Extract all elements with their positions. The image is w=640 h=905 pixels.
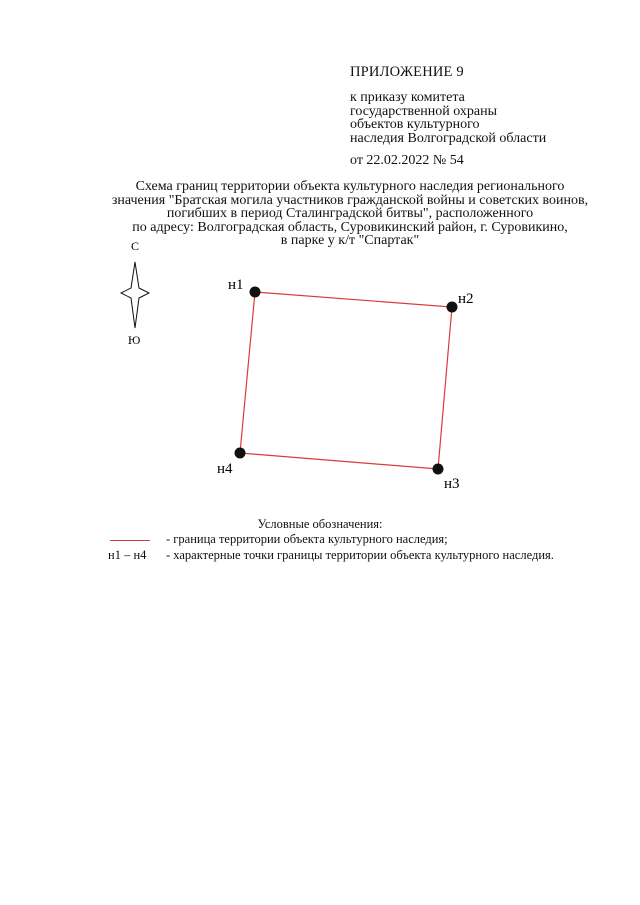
legend-title: Условные обозначения: [257,517,383,531]
boundary-point-n4 [235,448,246,459]
order-line: объектов культурного [350,117,480,132]
point-label-n2: н2 [458,291,474,307]
order-line: к приказу комитета [350,90,465,105]
point-label-n1: н1 [228,277,244,293]
territory-boundary [240,292,452,469]
legend-text: - характерные точки границы территории объекта культурного наследия. [166,548,554,562]
legend-text: - граница территории объекта культурного наследия; [166,532,448,546]
boundary-point-n3 [433,464,444,475]
legend-item-boundary [108,532,448,547]
boundary-point-n1 [250,287,261,298]
compass-south-label: Ю [128,333,141,347]
legend-item-points [108,548,554,563]
order-date: от 22.02.2022 № 54 [350,153,464,168]
compass-north-label: С [131,239,140,253]
legend-symbol: н1 – н4 [108,548,147,562]
title-line: по адресу: Волгоградская область, Суровикинский район, г. Суровикино, [132,219,568,235]
appendix-heading: ПРИЛОЖЕНИЕ 9 [350,64,464,80]
title-line: значения "Братская могила участников гражданской войны и советских воинов, [111,192,589,208]
title-line: погибших в период Сталинградской битвы", расположенного [166,206,534,221]
compass-icon [121,239,149,347]
boundary-point-n2 [447,302,458,313]
point-label-n4: н4 [217,461,233,477]
legend-symbol [108,532,166,547]
title-line: Схема границ территории объекта культурного наследия регионального [135,179,565,194]
point-label-n3: н3 [444,476,460,492]
red-line-icon [110,540,150,541]
title-line: в парке у к/т "Спартак" [280,233,420,248]
order-line: государственной охраны [350,103,498,119]
order-line: наследия Волгоградской области [350,130,547,146]
